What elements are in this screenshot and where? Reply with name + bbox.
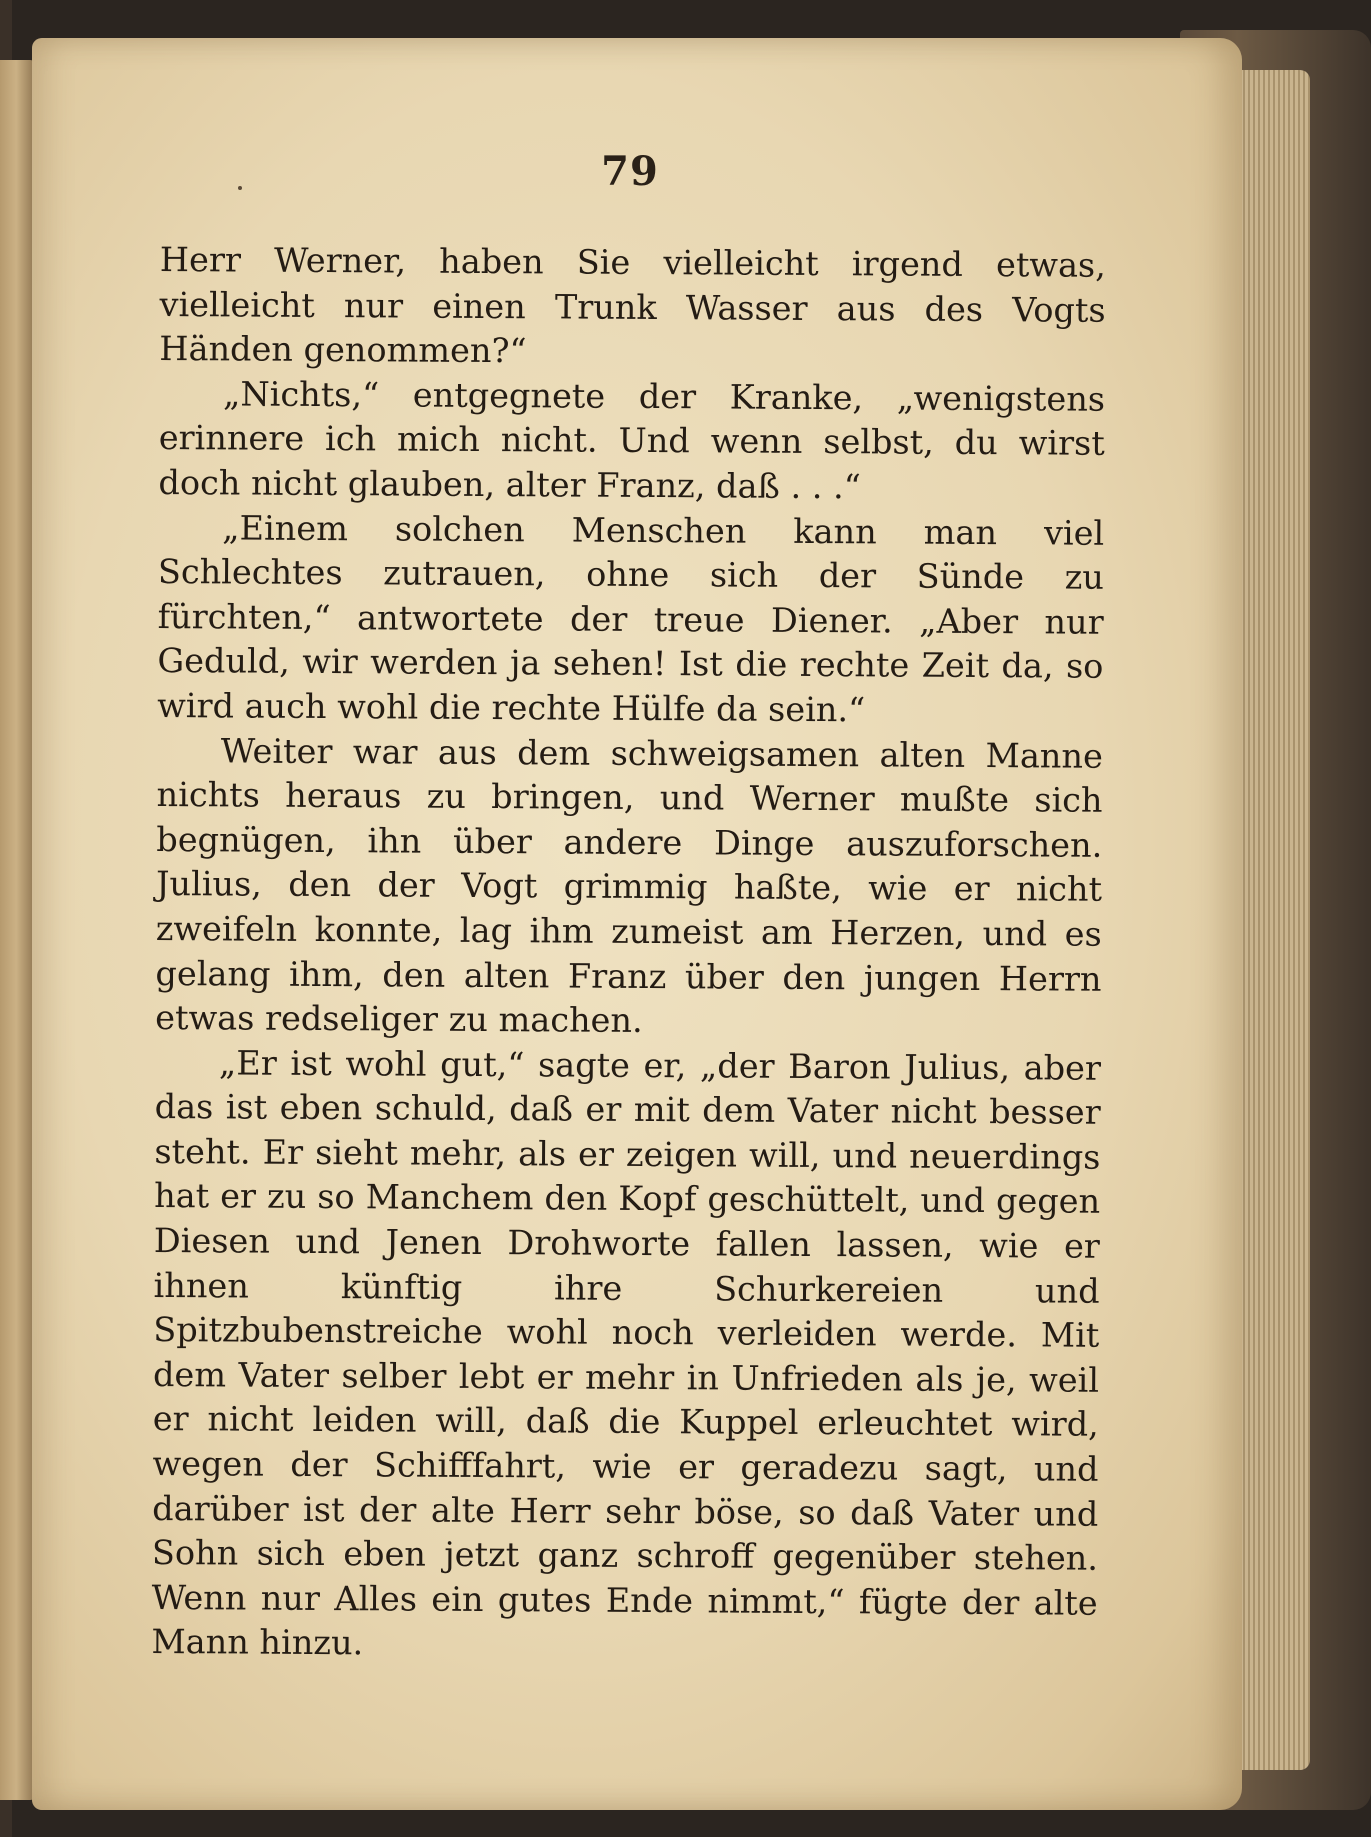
paragraph: „Einem solchen Menschen kann man viel Schlechtes zutrauen, ohne sich der Sünde zu fürchten,“ antwortete der treue Diener. „Aber nur Geduld, wir werden ja sehen! Ist die rechte Zeit da, so wird auch wohl die rechte Hülfe da sein.“ <box>157 507 1105 730</box>
paragraph: Herr Werner, haben Sie vielleicht irgend etwas, vielleicht nur einen Trunk Wasser aus des Vogts Händen genommen?“ <box>159 239 1106 371</box>
paper-speck <box>238 186 242 190</box>
page-number: 79 <box>601 148 659 195</box>
previous-page-edge <box>0 60 36 1800</box>
page-text <box>151 238 1106 1671</box>
paragraph: Weiter war aus dem schweigsamen alten Manne nichts heraus zu bringen, und Werner mußte sich begnügen, ihn über andere Dinge auszuforschen. Julius, den der Vogt grimmig haßte, wie er nicht zweifeln konnte, lag ihm zumeist am Herzen, und es gelang ihm, den alten Franz über den jungen Herrn etwas redseliger zu machen. <box>155 730 1103 1041</box>
paragraph: „Er ist wohl gut,“ sagte er, „der Baron Julius, aber das ist eben schuld, daß er mit dem Vater nicht besser steht. Er sieht mehr, als er zeigen will, und neuerdings hat er zu so Manchem den Kopf geschüttelt, und gegen Diesen und Jenen Drohworte fallen lassen, wie er ihnen künftig ihre Schurkereien und Spitzbubenstreiche wohl noch verleiden werde. Mit dem Vater selber lebt er mehr in Unfrieden als je, weil er nicht leiden will, daß die Kuppel erleuchtet wird, wegen der Schifffahrt, wie er geradezu sagt, und darüber ist der alte Herr sehr böse, so daß Vater und Sohn sich eben jetzt ganz schroff gegenüber stehen. Wenn nur Alles ein gutes Ende nimmt,“ fügte der alte Mann hinzu. <box>151 1043 1102 1663</box>
paragraph: „Nichts,“ entgegnete der Kranke, „wenigstens erinnere ich mich nicht. Und wenn selbst, du wirst doch nicht glauben, alter Franz, daß . . .“ <box>158 374 1106 507</box>
